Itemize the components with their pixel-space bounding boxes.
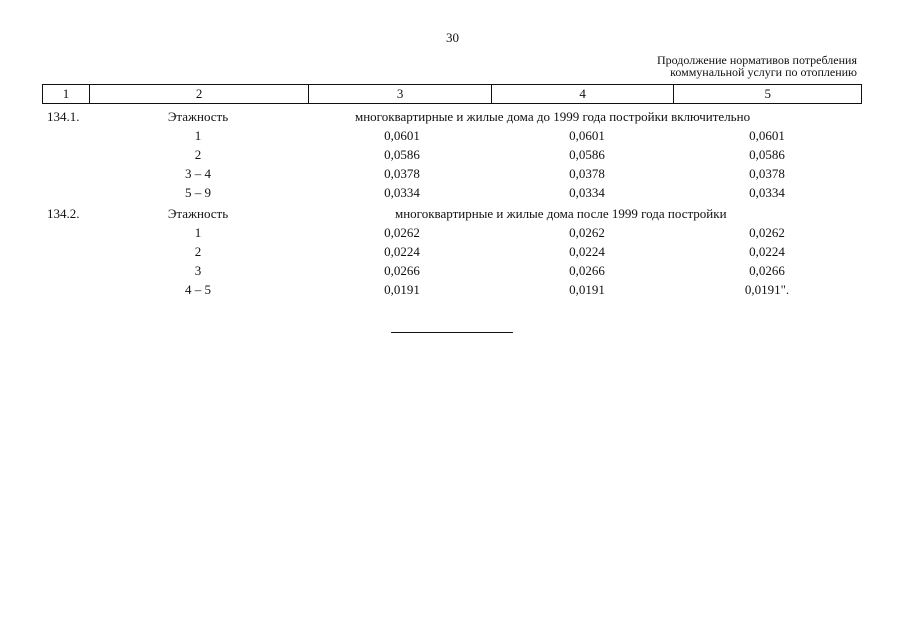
header-col-5: 5: [764, 86, 771, 101]
floors-cell: 2: [194, 147, 202, 162]
floors-cell: 1: [194, 225, 202, 240]
table-row: [42, 183, 862, 202]
table-header-row: [42, 84, 862, 104]
table-row: [42, 164, 862, 183]
floors-cell: 1: [194, 128, 202, 143]
value-col-3: 0,0266: [384, 263, 420, 278]
value-col-5: 0,0262: [749, 225, 785, 240]
header-col-3: 3: [309, 85, 492, 103]
page-number: 30: [446, 30, 459, 45]
floors-cell: 2: [194, 244, 202, 259]
floors-cell: 3 – 4: [185, 166, 211, 181]
section-row: [42, 204, 862, 223]
continuation-line-1: Продолжение нормативов потребления: [656, 53, 857, 67]
floors-cell: 3: [194, 263, 202, 278]
floors-cell: 4 – 5: [185, 282, 211, 297]
section-code: 134.1.: [47, 109, 80, 124]
table-row: [42, 280, 862, 299]
section-row: [42, 107, 862, 126]
value-col-5: 0,0334: [749, 185, 785, 200]
header-col-4: 4: [492, 85, 675, 103]
value-col-4: 0,0262: [569, 225, 605, 240]
value-col-3: 0,0224: [384, 244, 420, 259]
table-row: [42, 126, 862, 145]
value-col-4: 0,0224: [569, 244, 605, 259]
section-label: Этажность: [167, 206, 229, 221]
section-label: Этажность: [167, 109, 229, 124]
value-col-4: 0,0266: [569, 263, 605, 278]
value-col-3: 0,0334: [384, 185, 420, 200]
separator-line: [391, 332, 513, 333]
table-row: [42, 261, 862, 280]
value-col-3: 0,0191: [384, 282, 420, 297]
value-col-5: 0,0601: [749, 128, 785, 143]
floors-cell: 5 – 9: [185, 185, 211, 200]
header-col-2: 2: [90, 85, 309, 103]
value-col-4: 0,0601: [569, 128, 605, 143]
value-col-3: 0,0378: [384, 166, 420, 181]
section-description: многоквартирные и жилые дома после 1999 года постройки: [395, 206, 727, 221]
table-row: [42, 223, 862, 242]
value-col-5: 0,0266: [749, 263, 785, 278]
value-col-3: 0,0586: [384, 147, 420, 162]
value-col-4: 0,0378: [569, 166, 605, 181]
section-description: многоквартирные и жилые дома до 1999 года постройки включительно: [355, 109, 751, 124]
continuation-note: [657, 54, 857, 78]
section-code: 134.2.: [47, 206, 80, 221]
value-col-4: 0,0191: [569, 282, 605, 297]
continuation-line-2: коммунальной услуги по отоплению: [670, 65, 857, 79]
value-col-4: 0,0334: [569, 185, 605, 200]
value-col-5: 0,0224: [749, 244, 785, 259]
value-col-5: 0,0378: [749, 166, 785, 181]
header-col-1: 1: [43, 85, 90, 103]
table-row: [42, 242, 862, 261]
table-row: [42, 145, 862, 164]
value-col-4: 0,0586: [569, 147, 605, 162]
value-col-3: 0,0601: [384, 128, 420, 143]
value-col-5: 0,0586: [749, 147, 785, 162]
value-col-3: 0,0262: [384, 225, 420, 240]
value-col-5: 0,0191".: [744, 282, 790, 297]
